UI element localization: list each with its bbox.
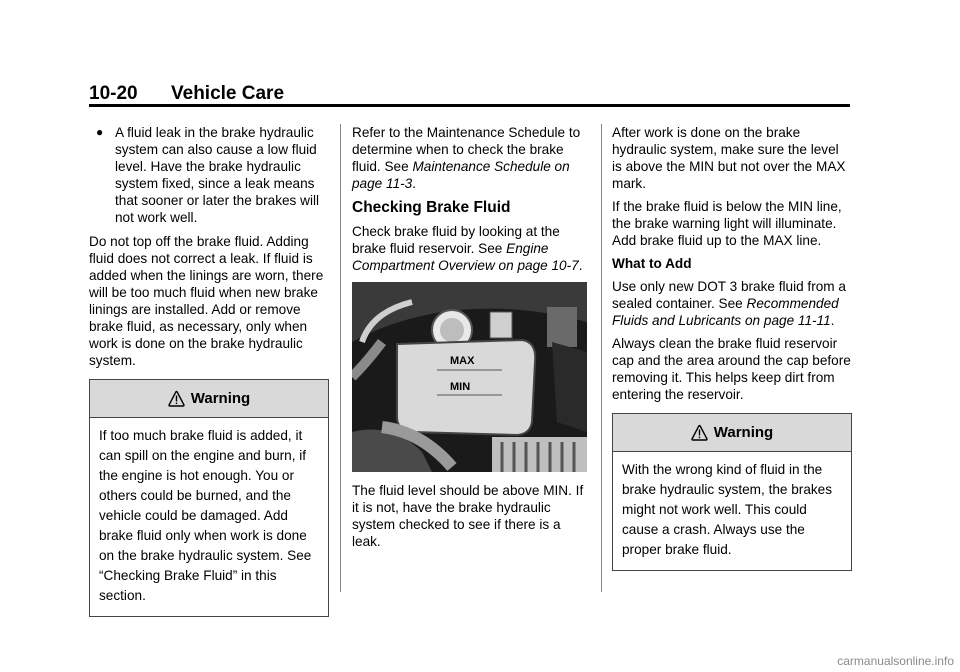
page-header	[89, 83, 850, 105]
paragraph: Do not top off the brake fluid. Adding fluid does not correct a leak. If fluid is added when the linings are worn, there will be too much fluid when new brake linings are installed. Add or remove brake fluid, as necessary, only when work is done on the brake hydraulic system.	[89, 234, 324, 368]
paragraph: The fluid level should be above MIN. If it is not, have the brake hydraulic system checked to see if there is a leak.	[352, 483, 584, 549]
warning-icon	[168, 390, 185, 407]
warning-box	[89, 379, 329, 617]
paragraph: If the brake fluid is below the MIN line, the brake warning light will illuminate. Add brake fluid up to the MAX line.	[612, 199, 842, 248]
text: Refer to the Maintenance Schedule to determine when to check the brake fluid. See	[352, 125, 581, 174]
brake-fluid-reservoir-photo	[352, 282, 587, 472]
watermark: carmanualsonline.info	[837, 654, 954, 668]
text: Check brake fluid by looking at the brake fluid reservoir. See	[352, 224, 560, 256]
text: Use only new DOT 3 brake fluid from a sealed container. See	[612, 279, 846, 311]
column-3	[612, 124, 852, 571]
bullet-item	[89, 124, 329, 226]
paragraph	[352, 223, 590, 274]
warning-header	[613, 414, 851, 452]
warning-title: Warning	[190, 390, 251, 407]
warning-title: Warning	[713, 424, 774, 441]
column-divider	[340, 124, 341, 592]
text: .	[412, 176, 416, 191]
max-label: MAX	[450, 355, 475, 367]
cross-reference-link[interactable]: Recommended Fluids and Lubricants on page 11-11	[612, 296, 839, 328]
bullet-text: A fluid leak in the brake hydraulic system can also cause a low fluid level. Have the brake hydraulic system fixed, since a leak means that sooner or later the brakes will not work well.	[115, 125, 320, 225]
warning-box	[612, 413, 852, 571]
warning-body: If too much brake fluid is added, it can spill on the engine and burn, if the engine is hot enough. You or others could be burned, and the vehicle could be damaged. Add brake fluid only when work is done on the brake hydraulic system. See “Checking Brake Fluid” in this section.	[99, 428, 312, 603]
paragraph: Always clean the brake fluid reservoir cap and the area around the cap before removing it. This helps keep dirt from entering the reservoir.	[612, 336, 851, 402]
paragraph: After work is done on the brake hydraulic system, make sure the level is above the MIN but not over the MAX mark.	[612, 125, 846, 191]
column-2	[352, 124, 590, 556]
bullet-icon: ●	[96, 125, 104, 139]
warning-header	[90, 380, 328, 418]
warning-icon	[691, 424, 708, 441]
text: .	[830, 313, 835, 328]
subheading: What to Add	[612, 256, 692, 271]
cross-reference-link[interactable]: Maintenance Schedule on page 11-3	[352, 159, 570, 191]
paragraph	[612, 278, 852, 329]
warning-body: With the wrong kind of fluid in the brake hydraulic system, the brakes might not work well. This could cause a crash. Always use the proper brake fluid.	[622, 462, 833, 557]
text: .	[578, 258, 583, 273]
section-heading: Checking Brake Fluid	[352, 199, 511, 216]
min-label: MIN	[450, 381, 471, 393]
column-1	[89, 124, 329, 617]
page-number: 10-20	[89, 83, 138, 104]
paragraph	[352, 124, 590, 192]
cross-reference-link[interactable]: Engine Compartment Overview on page 10-7	[352, 241, 579, 273]
section-title: Vehicle Care	[171, 83, 285, 104]
column-divider	[601, 124, 602, 592]
header-rule	[89, 104, 850, 107]
